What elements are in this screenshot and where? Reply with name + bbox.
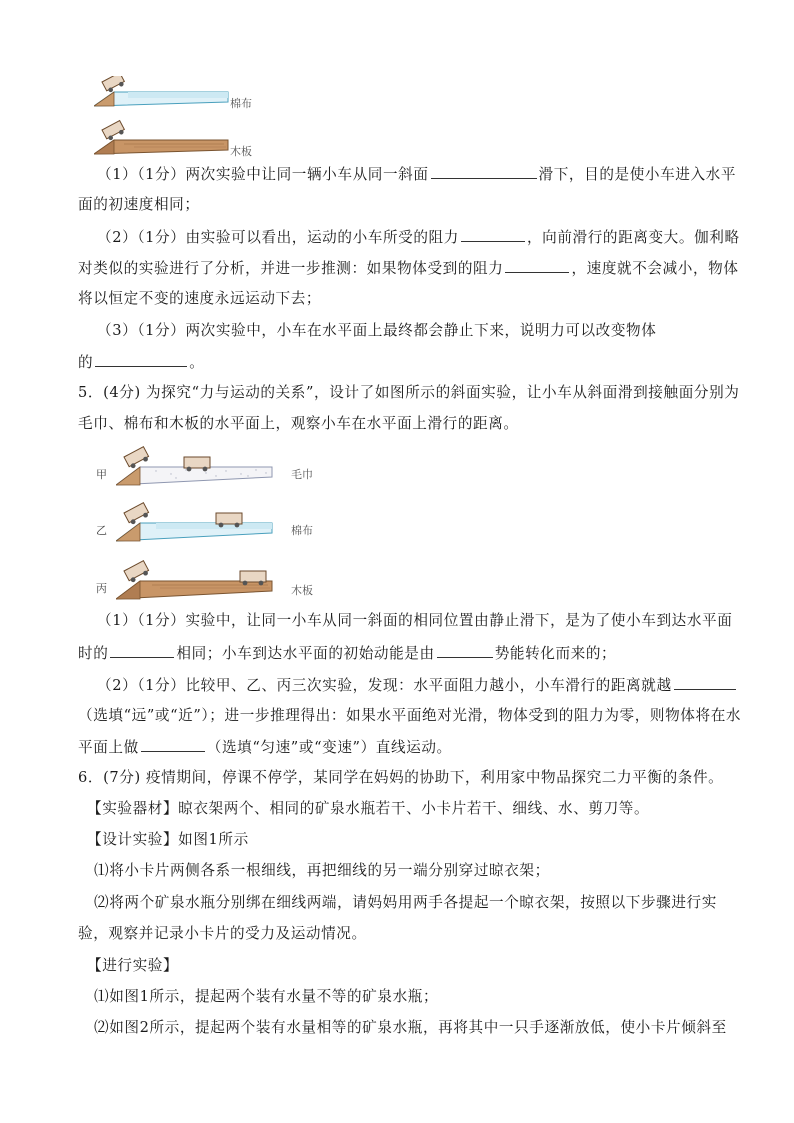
text: 势能转化而来的； [494,645,617,662]
q4-part2-line3: 将以恒定不变的速度永远运动下去； [78,290,322,307]
q4-part3-line2 [78,351,204,374]
q4-part1-line1 [97,163,736,186]
answer-blank[interactable] [505,257,569,273]
text: 。 [189,354,205,371]
text: （1）（1分）两次实验中让同一辆小车从同一斜面 [97,166,429,183]
text: ，速度就不会减小，物体 [571,260,739,277]
text: 的 [78,354,94,371]
q4-part2-line2 [78,257,739,280]
q6-conduct-heading: 【进行实验】 [87,957,179,974]
q5-part2-line2: （选填“远”或“近”）；进一步推理得出：如果水平面绝对光滑，物体受到的阻力为零，则物体将在水 [78,707,742,724]
text: 滑下，目的是使小车进入水平 [538,166,737,183]
q4-part2-line1 [97,226,740,249]
answer-blank[interactable] [437,642,493,658]
q6-conduct-step1: ⑴如图1所示，提起两个装有水量不等的矿泉水瓶； [94,988,439,1005]
q6-design-step2-line1: ⑵将两个矿泉水瓶分别绑在细线两端，请妈妈用两手各提起一个晾衣架，按照以下步骤进行实 [94,894,717,911]
row-tag-bing: 丙 [96,582,107,595]
q6-design-step2-line2: 验，观察并记录小卡片的受力及运动情况。 [78,925,367,942]
text: 相同；小车到达水平面的初始动能是由 [176,645,435,662]
q6-conduct-step2: ⑵如图2所示，提起两个装有水量相等的矿泉水瓶，再将其中一只手逐渐放低，使小卡片倾斜至 [94,1019,727,1036]
q5-part1-line2 [78,642,616,665]
q5-stem-line1: 5．(4分) 为探究“力与运动的关系”，设计了如图所示的斜面实验，让小车从斜面滑到接触面分别为 [78,384,740,401]
answer-blank[interactable] [431,163,537,179]
ramp-figure-three-surfaces [116,445,286,605]
surface-label-wood: 木板 [230,145,252,158]
answer-blank[interactable] [110,642,174,658]
text: （2）（1分）由实验可以看出，运动的小车所受的阻力 [97,229,459,246]
text: （选填“匀速”或“变速”）直线运动。 [206,739,452,756]
surface-label-cotton: 棉布 [230,97,252,110]
q6-design-step1: ⑴将小卡片两侧各系一根细线，再把细线的另一端分别穿过晾衣架； [94,862,550,879]
q6-design-heading: 【设计实验】如图1所示 [87,831,249,848]
surface-label-cotton: 棉布 [291,524,313,537]
answer-blank[interactable] [461,226,525,242]
q6-stem: 6．(7分) 疫情期间，停课不停学，某同学在妈妈的协助下，利用家中物品探究二力平衡的条件。 [78,769,724,786]
surface-label-towel: 毛巾 [291,468,313,481]
text: ，向前滑行的距离变大。伽利略 [526,229,740,246]
text: （2）（1分）比较甲、乙、丙三次实验，发现：水平面阻力越小，小车滑行的距离就越 [97,677,672,694]
ramp-figure-top [94,76,234,156]
text: 平面上做 [78,739,139,756]
q4-part3-line1: （3）（1分）两次实验中，小车在水平面上最终都会静止下来，说明力可以改变物体 [97,322,657,339]
q5-stem-line2: 毛巾、棉布和木板的水平面上，观察小车在水平面上滑行的距离。 [78,415,519,432]
text: 时的 [78,645,109,662]
q5-part2-line1 [97,674,738,697]
q5-part1-line1: （1）（1分）实验中，让同一小车从同一斜面的相同位置由静止滑下，是为了使小车到达水平面 [97,612,733,629]
q6-materials: 【实验器材】晾衣架两个、相同的矿泉水瓶若干、小卡片若干、细线、水、剪刀等。 [87,800,650,817]
row-tag-jia: 甲 [96,468,107,481]
q5-part2-line3 [78,736,452,759]
answer-blank[interactable] [141,736,205,752]
q4-part1-line2: 面的初速度相同； [78,196,200,213]
surface-label-wood: 木板 [291,584,313,597]
answer-blank[interactable] [674,674,736,690]
text: 对类似的实验进行了分析，并进一步推测：如果物体受到的阻力 [78,260,504,277]
answer-blank[interactable] [95,351,187,367]
row-tag-yi: 乙 [96,524,107,537]
